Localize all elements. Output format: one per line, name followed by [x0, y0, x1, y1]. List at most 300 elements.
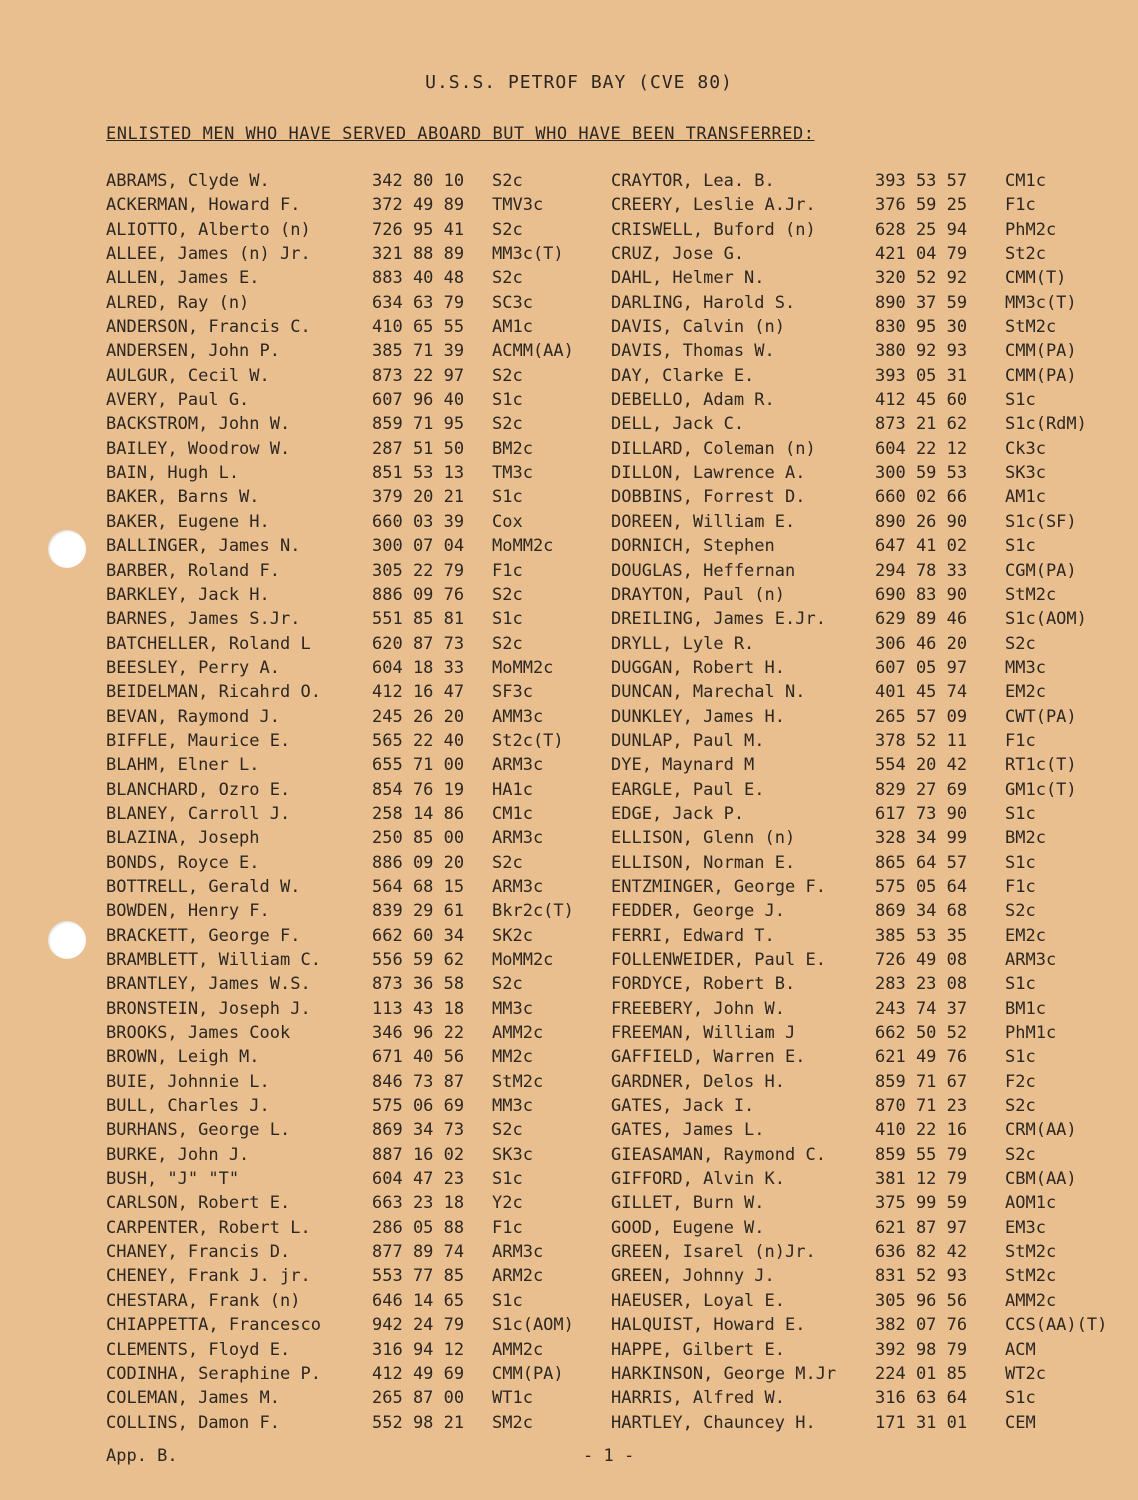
- sailor-name: ALLEN, James E.: [106, 268, 260, 289]
- service-number: 660 02 66: [875, 487, 968, 508]
- sailor-name: BAKER, Barns W.: [106, 487, 260, 508]
- service-number: 662 50 52: [875, 1023, 968, 1044]
- rating: St2c: [1005, 244, 1046, 265]
- sailor-name: GIEASAMAN, Raymond C.: [611, 1144, 826, 1165]
- rating: ARM3c: [1005, 950, 1057, 970]
- service-number: 886 09 76: [372, 584, 465, 605]
- sailor-name: BEESLEY, Perry A.: [106, 657, 280, 678]
- rating: MoMM2c: [492, 657, 554, 678]
- sailor-name: BROOKS, James Cook: [106, 1023, 291, 1044]
- service-number: 306 46 20: [875, 633, 968, 654]
- service-number: 662 60 34: [372, 925, 465, 946]
- rating: AOM1c: [1005, 1193, 1057, 1214]
- sailor-name: BONDS, Royce E.: [106, 852, 260, 873]
- service-number: 392 98 79: [875, 1339, 968, 1360]
- service-number: 553 77 85: [372, 1266, 465, 1287]
- service-number: 265 57 09: [875, 706, 968, 727]
- sailor-name: DILLON, Lawrence A.: [611, 463, 806, 484]
- rating: EM2c: [1005, 682, 1046, 703]
- service-number: 604 22 12: [875, 438, 968, 459]
- rating: CMM(PA): [1005, 341, 1077, 362]
- rating: ACM: [1005, 1339, 1036, 1360]
- rating: S2c: [492, 268, 523, 289]
- service-number: 372 49 89: [372, 195, 465, 216]
- service-number: 846 73 87: [372, 1071, 465, 1092]
- rating: WT1c: [492, 1388, 533, 1409]
- rating: EM3c: [1005, 1217, 1046, 1238]
- service-number: 300 59 53: [875, 463, 968, 484]
- rating: Bkr2c(T): [492, 901, 574, 922]
- rating: ARM3c: [492, 876, 544, 897]
- rating: StM2c: [1005, 1242, 1057, 1263]
- service-number: 385 71 39: [372, 341, 465, 362]
- rating: CCS(AA)(T): [1005, 1315, 1108, 1336]
- service-number: 243 74 37: [875, 998, 968, 1019]
- service-number: 617 73 90: [875, 803, 968, 824]
- service-number: 320 52 92: [875, 268, 968, 289]
- sailor-name: BLANEY, Carroll J.: [106, 803, 291, 824]
- service-number: 412 49 69: [372, 1363, 465, 1384]
- service-number: 328 34 99: [875, 828, 968, 849]
- rating: S1c(AOM): [1005, 609, 1087, 630]
- service-number: 283 23 08: [875, 974, 968, 995]
- sailor-name: ANDERSEN, John P.: [106, 341, 280, 362]
- rating: S1c: [1005, 803, 1036, 824]
- rating: CGM(PA): [1005, 560, 1077, 581]
- service-number: 316 94 12: [372, 1339, 465, 1360]
- sailor-name: ENTZMINGER, George F.: [611, 876, 826, 897]
- service-number: 382 07 76: [875, 1315, 968, 1336]
- sailor-name: DELL, Jack C.: [611, 414, 745, 435]
- rating: S1c: [492, 1169, 523, 1190]
- rating: F1c: [1005, 876, 1036, 897]
- service-number: 316 63 64: [875, 1388, 968, 1409]
- service-number: 629 89 46: [875, 609, 968, 630]
- sailor-name: CREERY, Leslie A.Jr.: [611, 195, 816, 216]
- service-number: 663 23 18: [372, 1193, 465, 1214]
- sailor-name: BATCHELLER, Roland L: [106, 633, 311, 654]
- sailor-name: HARKINSON, George M.Jr: [611, 1363, 837, 1384]
- rating: StM2c: [1005, 584, 1057, 605]
- service-number: 890 37 59: [875, 292, 968, 313]
- sailor-name: DREILING, James E.Jr.: [611, 609, 826, 630]
- sailor-name: CLEMENTS, Floyd E.: [106, 1339, 291, 1360]
- service-number: 646 14 65: [372, 1290, 465, 1311]
- sailor-name: ABRAMS, Clyde W.: [106, 171, 270, 191]
- rating: AM1c: [492, 317, 533, 338]
- rating: ACMM(AA): [492, 341, 574, 362]
- service-number: 604 18 33: [372, 657, 465, 678]
- service-number: 839 29 61: [372, 901, 465, 922]
- sailor-name: GREEN, Isarel (n)Jr.: [611, 1242, 816, 1263]
- sailor-name: FORDYCE, Robert B.: [611, 974, 796, 995]
- rating: ARM2c: [492, 1266, 544, 1287]
- sailor-name: BULL, Charles J.: [106, 1096, 270, 1117]
- sailor-name: AULGUR, Cecil W.: [106, 365, 270, 386]
- sailor-name: FREEMAN, William J: [611, 1023, 796, 1044]
- service-number: 854 76 19: [372, 779, 465, 800]
- sailor-name: BACKSTROM, John W.: [106, 414, 291, 435]
- sailor-name: BEIDELMAN, Ricahrd O.: [106, 682, 321, 703]
- service-number: 690 83 90: [875, 584, 968, 605]
- sailor-name: ALLEE, James (n) Jr.: [106, 244, 311, 265]
- rating: PhM2c: [1005, 219, 1057, 240]
- sailor-name: AVERY, Paul G.: [106, 390, 250, 411]
- service-number: 575 05 64: [875, 876, 968, 897]
- service-number: 378 52 11: [875, 730, 968, 751]
- service-number: 604 47 23: [372, 1169, 465, 1190]
- sailor-name: ALRED, Ray (n): [106, 292, 250, 313]
- sailor-name: CRISWELL, Buford (n): [611, 219, 816, 240]
- rating: MM2c: [492, 1047, 533, 1068]
- sailor-name: COLLINS, Damon F.: [106, 1412, 280, 1433]
- rating: S1c(RdM): [1005, 414, 1087, 435]
- service-number: 607 96 40: [372, 390, 465, 411]
- sailor-name: EDGE, Jack P.: [611, 803, 745, 824]
- rating: S2c: [492, 365, 523, 386]
- rating: ARM3c: [492, 828, 544, 849]
- rating: BM2c: [1005, 828, 1046, 849]
- rating: S1c: [1005, 974, 1036, 995]
- sailor-name: BARNES, James S.Jr.: [106, 609, 301, 630]
- sailor-name: CODINHA, Seraphine P.: [106, 1363, 321, 1384]
- service-number: 393 53 57: [875, 171, 968, 191]
- service-number: 942 24 79: [372, 1315, 465, 1336]
- sailor-name: DUGGAN, Robert H.: [611, 657, 785, 678]
- rating: StM2c: [492, 1071, 544, 1092]
- sailor-name: BRAMBLETT, William C.: [106, 950, 321, 970]
- sailor-name: DUNLAP, Paul M.: [611, 730, 765, 751]
- service-number: 671 40 56: [372, 1047, 465, 1068]
- sailor-name: DYE, Maynard M: [611, 755, 755, 776]
- sailor-name: HALQUIST, Howard E.: [611, 1315, 806, 1336]
- sailor-name: BALLINGER, James N.: [106, 536, 301, 557]
- rating: S2c: [492, 171, 523, 191]
- rating: S2c: [492, 219, 523, 240]
- rating: S1c: [492, 609, 523, 630]
- service-number: 401 45 74: [875, 682, 968, 703]
- service-number: 410 65 55: [372, 317, 465, 338]
- rating: WT2c: [1005, 1363, 1046, 1384]
- sailor-name: EARGLE, Paul E.: [611, 779, 765, 800]
- sailor-name: FERRI, Edward T.: [611, 925, 775, 946]
- service-number: 385 53 35: [875, 925, 968, 946]
- sailor-name: DUNCAN, Marechal N.: [611, 682, 806, 703]
- service-number: 621 87 97: [875, 1217, 968, 1238]
- service-number: 655 71 00: [372, 755, 465, 776]
- rating: StM2c: [1005, 1266, 1057, 1287]
- sailor-name: CARPENTER, Robert L.: [106, 1217, 311, 1238]
- sailor-name: FOLLENWEIDER, Paul E.: [611, 950, 826, 970]
- service-number: 607 05 97: [875, 657, 968, 678]
- rating: CWT(PA): [1005, 706, 1077, 727]
- service-number: 552 98 21: [372, 1412, 465, 1433]
- sailor-name: GOOD, Eugene W.: [611, 1217, 765, 1238]
- section-heading: ENLISTED MEN WHO HAVE SERVED ABOARD BUT WHO HAVE BEEN TRANSFERRED:: [106, 124, 815, 144]
- rating: SF3c: [492, 682, 533, 703]
- service-number: 305 96 56: [875, 1290, 968, 1311]
- service-number: 551 85 81: [372, 609, 465, 630]
- sailor-name: BLAZINA, Joseph: [106, 828, 260, 849]
- service-number: 556 59 62: [372, 950, 465, 970]
- rating: CMM(PA): [1005, 365, 1077, 386]
- sailor-name: DOBBINS, Forrest D.: [611, 487, 806, 508]
- sailor-name: DRYLL, Lyle R.: [611, 633, 755, 654]
- sailor-name: DEBELLO, Adam R.: [611, 390, 775, 411]
- rating: TM3c: [492, 463, 533, 484]
- rating: St2c(T): [492, 730, 564, 751]
- rating: Y2c: [492, 1193, 523, 1214]
- rating: S2c: [492, 974, 523, 995]
- service-number: 286 05 88: [372, 1217, 465, 1238]
- rating: AMM2c: [492, 1339, 544, 1360]
- service-number: 564 68 15: [372, 876, 465, 897]
- rating: F1c: [1005, 730, 1036, 751]
- service-number: 869 34 73: [372, 1120, 465, 1141]
- sailor-name: ACKERMAN, Howard F.: [106, 195, 301, 216]
- service-number: 171 31 01: [875, 1412, 968, 1433]
- sailor-name: BURHANS, George L.: [106, 1120, 291, 1141]
- sailor-name: BARKLEY, Jack H.: [106, 584, 270, 605]
- sailor-name: BROWN, Leigh M.: [106, 1047, 260, 1068]
- service-number: 887 16 02: [372, 1144, 465, 1165]
- service-number: 287 51 50: [372, 438, 465, 459]
- rating: SC3c: [492, 292, 533, 313]
- rating: MM3c(T): [1005, 292, 1077, 313]
- service-number: 829 27 69: [875, 779, 968, 800]
- rating: CEM: [1005, 1412, 1036, 1433]
- sailor-name: BRANTLEY, James W.S.: [106, 974, 311, 995]
- rating: MM3c(T): [492, 244, 564, 265]
- service-number: 621 49 76: [875, 1047, 968, 1068]
- sailor-name: DAVIS, Thomas W.: [611, 341, 775, 362]
- sailor-name: DOREEN, William E.: [611, 511, 796, 532]
- sailor-name: GILLET, Burn W.: [611, 1193, 765, 1214]
- sailor-name: BARBER, Roland F.: [106, 560, 280, 581]
- rating: CMM(PA): [492, 1363, 564, 1384]
- service-number: 575 06 69: [372, 1096, 465, 1117]
- service-number: 660 03 39: [372, 511, 465, 532]
- sailor-name: DAVIS, Calvin (n): [611, 317, 785, 338]
- rating: S2c: [492, 584, 523, 605]
- sailor-name: DARLING, Harold S.: [611, 292, 796, 313]
- sailor-name: GREEN, Johnny J.: [611, 1266, 775, 1287]
- rating: S2c: [492, 414, 523, 435]
- service-number: 380 92 93: [875, 341, 968, 362]
- sailor-name: BAKER, Eugene H.: [106, 511, 270, 532]
- sailor-name: BEVAN, Raymond J.: [106, 706, 280, 727]
- punch-hole-bottom: [48, 921, 86, 959]
- page-number: - 1 -: [583, 1446, 635, 1466]
- sailor-name: CHESTARA, Frank (n): [106, 1290, 301, 1311]
- rating: RT1c(T): [1005, 755, 1077, 776]
- service-number: 830 95 30: [875, 317, 968, 338]
- rating: S1c(SF): [1005, 511, 1077, 532]
- rating: F1c: [492, 560, 523, 581]
- service-number: 726 95 41: [372, 219, 465, 240]
- rating: BM1c: [1005, 998, 1046, 1019]
- rating: SK2c: [492, 925, 533, 946]
- sailor-name: HAEUSER, Loyal E.: [611, 1290, 785, 1311]
- service-number: 870 71 23: [875, 1096, 968, 1117]
- rating: MM3c: [492, 1096, 533, 1117]
- service-number: 886 09 20: [372, 852, 465, 873]
- rating: F1c: [492, 1217, 523, 1238]
- rating: S2c: [492, 633, 523, 654]
- service-number: 410 22 16: [875, 1120, 968, 1141]
- rating: MoMM2c: [492, 950, 554, 970]
- sailor-name: ELLISON, Norman E.: [611, 852, 796, 873]
- page-title: U.S.S. PETROF BAY (CVE 80): [425, 72, 733, 93]
- rating: GM1c(T): [1005, 779, 1077, 800]
- punch-hole-top: [48, 530, 86, 568]
- rating: CM1c: [492, 803, 533, 824]
- rating: SK3c: [1005, 463, 1046, 484]
- sailor-name: FEDDER, George J.: [611, 901, 785, 922]
- sailor-name: ALIOTTO, Alberto (n): [106, 219, 311, 240]
- service-number: 873 22 97: [372, 365, 465, 386]
- service-number: 647 41 02: [875, 536, 968, 557]
- service-number: 628 25 94: [875, 219, 968, 240]
- sailor-name: CRUZ, Jose G.: [611, 244, 745, 265]
- service-number: 375 99 59: [875, 1193, 968, 1214]
- rating: Ck3c: [1005, 438, 1046, 459]
- sailor-name: BUIE, Johnnie L.: [106, 1071, 270, 1092]
- rating: S1c: [1005, 390, 1036, 411]
- rating: StM2c: [1005, 317, 1057, 338]
- sailor-name: BRACKETT, George F.: [106, 925, 301, 946]
- sailor-name: CARLSON, Robert E.: [106, 1193, 291, 1214]
- rating: CRM(AA): [1005, 1120, 1077, 1141]
- service-number: 321 88 89: [372, 244, 465, 265]
- sailor-name: BUSH, "J" "T": [106, 1169, 240, 1190]
- service-number: 300 07 04: [372, 536, 465, 557]
- rating: S2c: [492, 1120, 523, 1141]
- sailor-name: GATES, James L.: [611, 1120, 765, 1141]
- service-number: 851 53 13: [372, 463, 465, 484]
- rating: S1c: [492, 390, 523, 411]
- service-number: 376 59 25: [875, 195, 968, 216]
- appendix-label: App. B.: [106, 1446, 178, 1466]
- sailor-name: DILLARD, Coleman (n): [611, 438, 816, 459]
- rating: S2c: [1005, 1096, 1036, 1117]
- sailor-name: DRAYTON, Paul (n): [611, 584, 785, 605]
- service-number: 421 04 79: [875, 244, 968, 265]
- sailor-name: DUNKLEY, James H.: [611, 706, 785, 727]
- rating: ARM3c: [492, 1242, 544, 1263]
- service-number: 859 71 67: [875, 1071, 968, 1092]
- sailor-name: HARRIS, Alfred W.: [611, 1388, 785, 1409]
- service-number: 877 89 74: [372, 1242, 465, 1263]
- rating: S1c(AOM): [492, 1315, 574, 1336]
- rating: BM2c: [492, 438, 533, 459]
- service-number: 565 22 40: [372, 730, 465, 751]
- service-number: 620 87 73: [372, 633, 465, 654]
- service-number: 554 20 42: [875, 755, 968, 776]
- rating: SM2c: [492, 1412, 533, 1433]
- sailor-name: BLAHM, Elner L.: [106, 755, 260, 776]
- rating: MoMM2c: [492, 536, 554, 557]
- service-number: 873 21 62: [875, 414, 968, 435]
- sailor-name: GAFFIELD, Warren E.: [611, 1047, 806, 1068]
- sailor-name: BURKE, John J.: [106, 1144, 250, 1165]
- sailor-name: GARDNER, Delos H.: [611, 1071, 785, 1092]
- sailor-name: BAILEY, Woodrow W.: [106, 438, 291, 459]
- sailor-name: FREEBERY, John W.: [611, 998, 785, 1019]
- rating: F2c: [1005, 1071, 1036, 1092]
- rating: PhM1c: [1005, 1023, 1057, 1044]
- sailor-name: CHENEY, Frank J. jr.: [106, 1266, 311, 1287]
- rating: EM2c: [1005, 925, 1046, 946]
- sailor-name: GATES, Jack I.: [611, 1096, 755, 1117]
- rating: CBM(AA): [1005, 1169, 1077, 1190]
- service-number: 869 34 68: [875, 901, 968, 922]
- sailor-name: DOUGLAS, Heffernan: [611, 560, 796, 581]
- rating: F1c: [1005, 195, 1036, 216]
- rating: S1c: [492, 1290, 523, 1311]
- rating: CM1c: [1005, 171, 1046, 191]
- sailor-name: CHIAPPETTA, Francesco: [106, 1315, 321, 1336]
- service-number: 859 55 79: [875, 1144, 968, 1165]
- rating: HA1c: [492, 779, 533, 800]
- sailor-name: HARTLEY, Chauncey H.: [611, 1412, 816, 1433]
- rating: S1c: [1005, 852, 1036, 873]
- sailor-name: BOWDEN, Henry F.: [106, 901, 270, 922]
- service-number: 636 82 42: [875, 1242, 968, 1263]
- service-number: 224 01 85: [875, 1363, 968, 1384]
- rating: Cox: [492, 511, 523, 532]
- rating: AM1c: [1005, 487, 1046, 508]
- rating: AMM2c: [1005, 1290, 1057, 1311]
- sailor-name: DORNICH, Stephen: [611, 536, 775, 557]
- rating: S2c: [492, 852, 523, 873]
- rating: AMM2c: [492, 1023, 544, 1044]
- rating: MM3c: [492, 998, 533, 1019]
- service-number: 726 49 08: [875, 950, 968, 970]
- service-number: 258 14 86: [372, 803, 465, 824]
- sailor-name: CRAYTOR, Lea. B.: [611, 171, 775, 191]
- service-number: 245 26 20: [372, 706, 465, 727]
- sailor-name: GIFFORD, Alvin K.: [611, 1169, 785, 1190]
- rating: S1c: [1005, 536, 1036, 557]
- service-number: 393 05 31: [875, 365, 968, 386]
- service-number: 346 96 22: [372, 1023, 465, 1044]
- service-number: 634 63 79: [372, 292, 465, 313]
- service-number: 305 22 79: [372, 560, 465, 581]
- sailor-name: BRONSTEIN, Joseph J.: [106, 998, 311, 1019]
- service-number: 294 78 33: [875, 560, 968, 581]
- service-number: 412 45 60: [875, 390, 968, 411]
- sailor-name: CHANEY, Francis D.: [106, 1242, 291, 1263]
- service-number: 873 36 58: [372, 974, 465, 995]
- sailor-name: COLEMAN, James M.: [106, 1388, 280, 1409]
- rating: S2c: [1005, 1144, 1036, 1165]
- service-number: 412 16 47: [372, 682, 465, 703]
- service-number: 883 40 48: [372, 268, 465, 289]
- sailor-name: BLANCHARD, Ozro E.: [106, 779, 291, 800]
- sailor-name: DAY, Clarke E.: [611, 365, 755, 386]
- sailor-name: ANDERSON, Francis C.: [106, 317, 311, 338]
- rating: S1c: [492, 487, 523, 508]
- rating: S2c: [1005, 901, 1036, 922]
- sailor-name: BAIN, Hugh L.: [106, 463, 240, 484]
- sailor-name: HAPPE, Gilbert E.: [611, 1339, 785, 1360]
- sailor-name: BIFFLE, Maurice E.: [106, 730, 291, 751]
- service-number: 379 20 21: [372, 487, 465, 508]
- sailor-name: BOTTRELL, Gerald W.: [106, 876, 301, 897]
- rating: ARM3c: [492, 755, 544, 776]
- service-number: 865 64 57: [875, 852, 968, 873]
